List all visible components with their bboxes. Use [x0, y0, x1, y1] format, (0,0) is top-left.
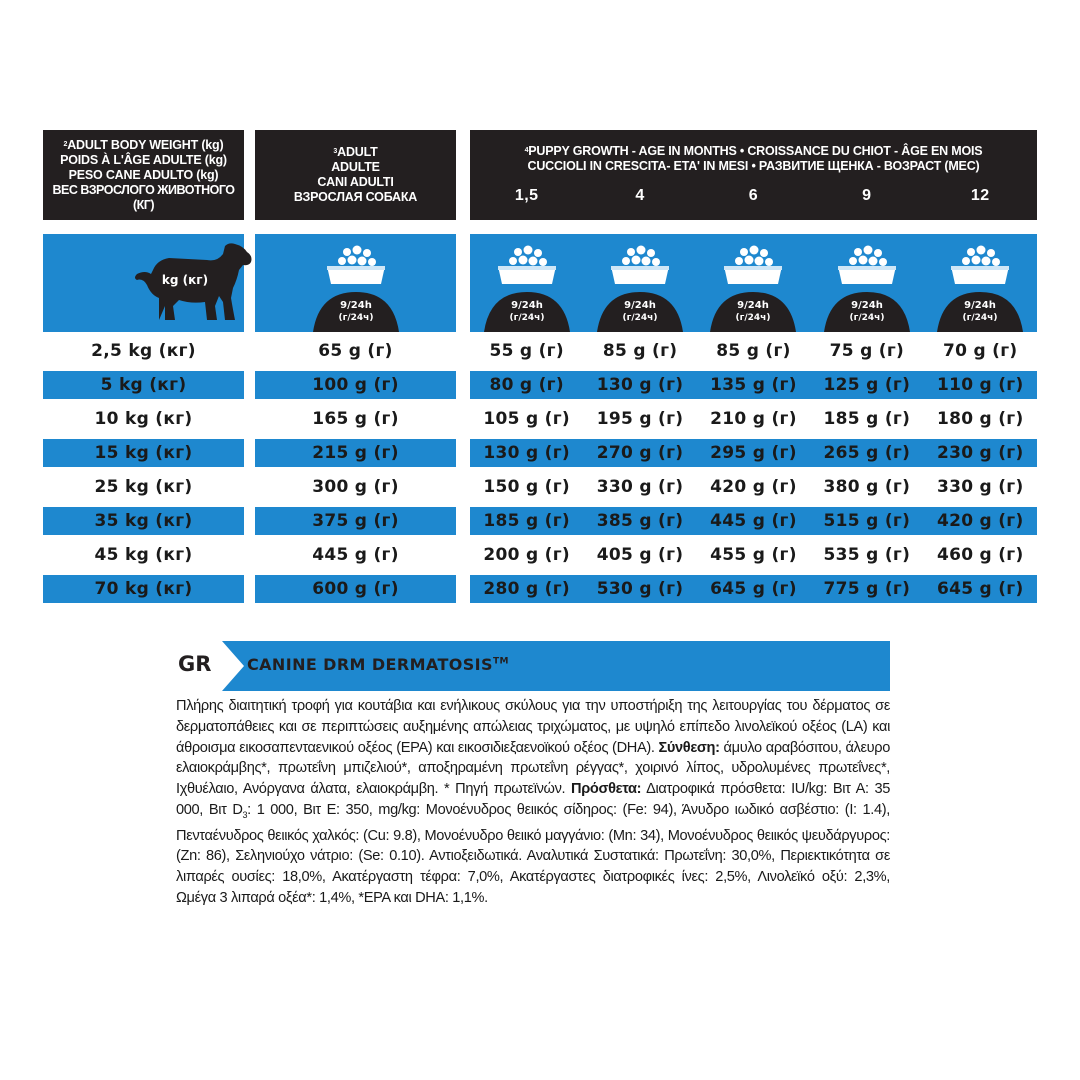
food-bowl-icon — [937, 242, 1023, 332]
footnote-marker: 4 — [524, 147, 529, 154]
footnote-marker: 3 — [333, 148, 338, 155]
adult-ration-cell: 445 g (г) — [312, 545, 399, 565]
puppy-ration-cell: 270 g (г) — [596, 443, 684, 463]
puppy-ration-cell: 280 g (г) — [483, 579, 570, 599]
puppy-ration-row — [470, 337, 1037, 365]
puppy-bowl-cells — [470, 234, 1037, 332]
header-puppy-growth — [470, 130, 1037, 220]
age-label: 4 — [635, 187, 645, 204]
food-bowl-icon — [484, 242, 570, 332]
puppy-ration-cell: 265 g (г) — [823, 443, 911, 463]
puppy-ration-cell: 195 g (г) — [596, 409, 684, 429]
weight-cell: 2,5 kg (кг) — [91, 341, 196, 361]
weight-cell: 5 kg (кг) — [43, 371, 244, 399]
weight-cell: 10 kg (кг) — [94, 409, 193, 429]
additives-label: Πρόσθετα: — [571, 781, 642, 798]
additives-text-cont: : 1 000, Βιτ E: 350, mg/kg: Μονοένυδρος θειικός σίδηρος: (Fe: 94), Άνυδρο ιωδικό ασβέστιο: (I: 1.4), Πενταένυδρος θειικός χαλκός: (Cu: 9.8), Μονοένυδρο θειικό μαγγάνιο: (Mn: 34), Μονοένυδρος θειικός ψευδάργυρος: (Zn: 86), Σεληνιούχο νάτριο: (Se: 0.10). Αντιοξειδωτικά. Αναλυτικά Συστατικά: Πρωτεΐνη: 30,0%, Περιεκτικότητα σε λιπαρές ουσίες: 18,0%, Ακατέργαστη τέφρα: 7,0%, Ακατέργαστες διατροφικές ίνες: 2,5%, Λινολεϊκό οξύ: 2,3%, Ωμέγα 3 λιπαρά οξέα*: 1,4%, *EPA και DHA: 1,1%. — [176, 801, 890, 907]
puppy-ration-cell: 105 g (г) — [483, 409, 570, 429]
bowl-label: 9/24h — [737, 300, 770, 311]
language-code: GR — [178, 652, 212, 676]
age-label: 6 — [748, 187, 759, 204]
puppy-ration-cell: 70 g (г) — [943, 341, 1018, 361]
dog-icon-cell — [43, 234, 244, 332]
header-line: ВЕС ВЗРОСЛОГО ЖИВОТНОГО (КГ) — [52, 182, 235, 212]
puppy-ration-cell: 330 g (г) — [596, 477, 684, 497]
puppy-ration-cell: 85 g (г) — [602, 341, 678, 361]
adult-ration-cell: 215 g (г) — [255, 439, 456, 467]
weight-cell: 25 kg (кг) — [94, 477, 193, 497]
bowl-label: 9/24h — [851, 300, 883, 311]
description-intro: Πλήρης διαιτητική τροφή για κουτάβια και ενήλικους σκύλους για την υποστήριξη της λειτουργίας του δέρματος σε δερματοπάθειες και σε περιπτώσεις αυξημένης απώλειας τριχώματος, με υψηλό επίπεδο λινολεϊκού οξέος (LA) και άθροισμα εικοσαπενταενικού οξέος (EPA) και εικοσιδιεξαενοϊκού οξέος (DHA). — [176, 698, 890, 756]
bowl-label: 9/24h — [510, 300, 543, 311]
age-label: 9 — [862, 187, 872, 204]
food-bowl-icon — [710, 242, 796, 332]
puppy-ration-cell: 445 g (г) — [710, 511, 797, 531]
puppy-ration-row — [470, 439, 1037, 467]
vitamin-subscript: 3 — [242, 809, 248, 820]
dog-icon — [107, 240, 257, 326]
header-line: ADULT BODY WEIGHT (kg) — [67, 137, 224, 152]
puppy-ration-cell: 185 g (г) — [823, 409, 911, 429]
puppy-ration-cell: 405 g (г) — [596, 545, 684, 565]
composition-label: Σύνθεση: — [658, 739, 720, 756]
puppy-ration-cell: 420 g (г) — [936, 511, 1024, 531]
puppy-ration-cell: 135 g (г) — [710, 375, 797, 395]
footnote-marker: 2 — [63, 140, 68, 148]
puppy-ration-cell: 125 g (г) — [823, 375, 911, 395]
puppy-bowl-cell — [810, 234, 923, 332]
puppy-ration-cell: 110 g (г) — [936, 375, 1024, 395]
bowl-label: (г/24ч) — [962, 313, 998, 323]
puppy-ration-cell: 645 g (г) — [936, 579, 1024, 599]
product-title — [247, 655, 509, 674]
age-row — [470, 188, 1037, 203]
puppy-ration-row — [470, 541, 1037, 569]
header-adult — [255, 130, 456, 220]
adult-ration-cell: 165 g (г) — [312, 409, 399, 429]
puppy-ration-cell: 180 g (г) — [936, 409, 1024, 429]
puppy-ration-cell: 200 g (г) — [483, 545, 570, 565]
food-bowl-icon — [597, 242, 683, 332]
dog-label: kg (кг) — [161, 273, 209, 287]
header-adult-body-weight — [43, 130, 244, 220]
age-label: 12 — [970, 187, 990, 204]
bowl-label: 9/24h — [964, 300, 997, 311]
bowl-label: (г/24ч) — [509, 313, 545, 323]
puppy-ration-cell: 210 g (г) — [710, 409, 797, 429]
puppy-ration-cell: 230 g (г) — [936, 443, 1024, 463]
puppy-bowl-cell — [697, 234, 810, 332]
weight-cell: 15 kg (кг) — [43, 439, 244, 467]
adult-ration-cell: 100 g (г) — [255, 371, 456, 399]
puppy-ration-cell: 55 g (г) — [489, 341, 564, 361]
trademark: TM — [492, 656, 509, 667]
adult-ration-cell: 600 g (г) — [255, 575, 456, 603]
puppy-ration-row — [470, 575, 1037, 603]
puppy-ration-cell: 75 g (г) — [829, 341, 905, 361]
header-line: ADULTE — [331, 160, 380, 174]
header-line: ADULT — [337, 145, 378, 159]
puppy-ration-cell: 530 g (г) — [596, 579, 684, 599]
header-line: CUCCIOLI IN CRESCITA- ETA' IN MESI • РАЗВИТИЕ ЩЕНКА - ВОЗРАСТ (МЕС) — [527, 159, 980, 173]
puppy-ration-cell: 775 g (г) — [823, 579, 911, 599]
bowl-label: 9/24h — [339, 300, 372, 311]
food-bowl-icon — [824, 242, 910, 332]
product-description — [176, 696, 890, 909]
puppy-ration-cell: 150 g (г) — [483, 477, 570, 497]
puppy-ration-cell: 130 g (г) — [483, 443, 570, 463]
header-line: POIDS À L'ÂGE ADULTE (kg) — [60, 152, 227, 167]
adult-ration-cell: 65 g (г) — [318, 341, 393, 361]
puppy-ration-cell: 380 g (г) — [823, 477, 911, 497]
header-line: PUPPY GROWTH - AGE IN MONTHS • CROISSANCE DU CHIOT - ÂGE EN MOIS — [528, 144, 983, 158]
puppy-ration-cell: 185 g (г) — [483, 511, 570, 531]
bowl-label: (г/24ч) — [849, 313, 885, 323]
puppy-ration-row — [470, 507, 1037, 535]
puppy-ration-cell: 80 g (г) — [489, 375, 564, 395]
puppy-ration-row — [470, 473, 1037, 501]
puppy-ration-cell: 420 g (г) — [710, 477, 797, 497]
adult-ration-cell: 375 g (г) — [255, 507, 456, 535]
puppy-bowl-cell — [470, 234, 583, 332]
bowl-label: (г/24ч) — [736, 313, 771, 323]
adult-bowl-cell — [255, 234, 456, 332]
puppy-ration-cell: 385 g (г) — [596, 511, 684, 531]
puppy-ration-row — [470, 371, 1037, 399]
bowl-label: (г/24ч) — [338, 313, 373, 323]
puppy-ration-cell: 460 g (г) — [936, 545, 1024, 565]
puppy-ration-cell: 130 g (г) — [596, 375, 684, 395]
puppy-ration-cell: 515 g (г) — [823, 511, 911, 531]
puppy-ration-cell: 295 g (г) — [710, 443, 797, 463]
bowl-label: 9/24h — [624, 300, 656, 311]
puppy-ration-cell: 645 g (г) — [710, 579, 797, 599]
weight-cell: 70 kg (кг) — [43, 575, 244, 603]
weight-cell: 45 kg (кг) — [94, 545, 193, 565]
puppy-ration-cell: 455 g (г) — [710, 545, 797, 565]
adult-ration-cell: 300 g (г) — [312, 477, 399, 497]
product-title-text: CANINE DRM DERMATOSIS — [247, 655, 493, 674]
bowl-label: (г/24ч) — [622, 313, 658, 323]
additives-text: Διατροφικά πρόσθετα: IU/kg: Βιτ Α: 35 000, Βιτ D — [176, 781, 890, 818]
header-line: CANI ADULTI — [317, 175, 394, 189]
puppy-bowl-cell — [924, 234, 1037, 332]
composition-text: άμυλο αραβόσιτου, άλευρο ελαιοκράμβης*, πρωτεΐνη μπιζελιού*, αποξηραμένη πρωτεΐνη ρέγγας*, χοιρινό λίπος, υδρολυμένες πρωτεΐνες*, Ιχθυέλαιο, Ανόργανα άλατα, ελαιοκράμβη. * Πηγή πρωτεϊνών. — [176, 739, 891, 798]
food-bowl-icon — [313, 242, 399, 332]
header-line: PESO CANE ADULTO (kg) — [68, 167, 219, 182]
header-line: ВЗРОСЛАЯ СОБАКА — [293, 190, 418, 204]
puppy-ration-row — [470, 405, 1037, 433]
weight-cell: 35 kg (кг) — [43, 507, 244, 535]
puppy-bowl-cell — [583, 234, 696, 332]
puppy-ration-cell: 330 g (г) — [936, 477, 1024, 497]
age-label: 1,5 — [514, 187, 539, 204]
puppy-ration-cell: 85 g (г) — [716, 341, 791, 361]
puppy-ration-cell: 535 g (г) — [823, 545, 911, 565]
